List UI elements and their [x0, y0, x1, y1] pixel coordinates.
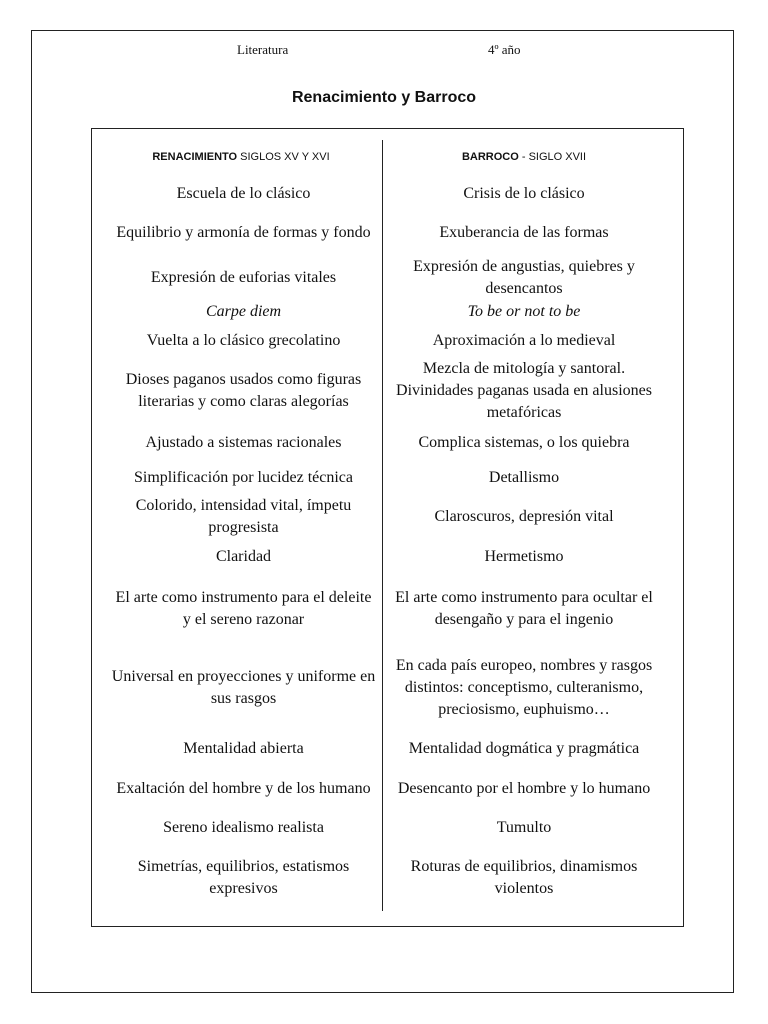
table-cell-left: Escuela de lo clásico — [176, 185, 311, 202]
table-cell-left: Ajustado a sistemas racionales — [145, 434, 342, 451]
table-cell-right: Desencanto por el hombre y lo humano — [397, 780, 651, 797]
table-cell-right: Expresión de angustias, quiebres y desencantos — [413, 258, 635, 297]
column-header-barroco — [383, 151, 665, 163]
page-title: Renacimiento y Barroco — [291, 89, 477, 106]
table-cell-right: En cada país europeo, nombres y rasgos distintos: conceptismo, culteranismo, preciosismo, euphuismo… — [395, 657, 653, 718]
table-cell-right: Claroscuros, depresión vital — [434, 508, 614, 525]
table-cell-left: Dioses paganos usados como figuras literarias y como claras alegorías — [125, 371, 362, 410]
table-cell-right: Exuberancia de las formas — [439, 224, 609, 241]
table-cell-left: Universal en proyecciones y uniforme en sus rasgos — [111, 668, 376, 707]
column-header-period: SIGLOS XV Y XVI — [237, 151, 330, 163]
table-cell-right: Roturas de equilibrios, dinamismos violentos — [410, 858, 638, 897]
table-cell-left: Vuelta a lo clásico grecolatino — [146, 332, 341, 349]
table-cell-right: Detallismo — [488, 469, 560, 486]
column-header-period: - SIGLO XVII — [518, 151, 587, 163]
table-cell-left: Simetrías, equilibrios, estatismos expresivos — [137, 858, 350, 897]
column-header-name: RENACIMIENTO — [152, 151, 238, 163]
table-cell-left: Mentalidad abierta — [183, 740, 304, 757]
table-cell-left: Colorido, intensidad vital, ímpetu progresista — [135, 497, 352, 536]
column-header-name: BARROCO — [461, 151, 519, 163]
table-cell-right: Mezcla de mitología y santoral. Divinidades paganas usada en alusiones metafóricas — [396, 360, 652, 421]
year-label: 4º año — [488, 42, 521, 57]
table-cell-left: Simplificación por lucidez técnica — [133, 469, 354, 486]
table-cell-left: Exaltación del hombre y de los humano — [116, 780, 371, 797]
table-cell-right: Hermetismo — [484, 548, 564, 565]
table-cell-left: Sereno idealismo realista — [163, 819, 324, 836]
column-header-renacimiento — [100, 151, 382, 163]
table-cell-right: Tumulto — [496, 819, 552, 836]
table-cell-left: Equilibrio y armonía de formas y fondo — [116, 224, 371, 241]
table-cell-right: Complica sistemas, o los quiebra — [418, 434, 630, 451]
table-cell-right: To be or not to be — [467, 303, 581, 320]
table-cell-left: Carpe diem — [205, 303, 282, 320]
table-cell-right: El arte como instrumento para ocultar el desengaño y para el ingenio — [395, 589, 653, 628]
table-cell-left: El arte como instrumento para el deleite y el sereno razonar — [115, 589, 372, 628]
table-cell-right: Aproximación a lo medieval — [432, 332, 616, 349]
table-cell-left: Claridad — [215, 548, 272, 565]
table-cell-left: Expresión de euforias vitales — [150, 269, 337, 286]
table-cell-right: Mentalidad dogmática y pragmática — [408, 740, 640, 757]
subject-label: Literatura — [237, 42, 289, 57]
table-cell-right: Crisis de lo clásico — [463, 185, 585, 202]
